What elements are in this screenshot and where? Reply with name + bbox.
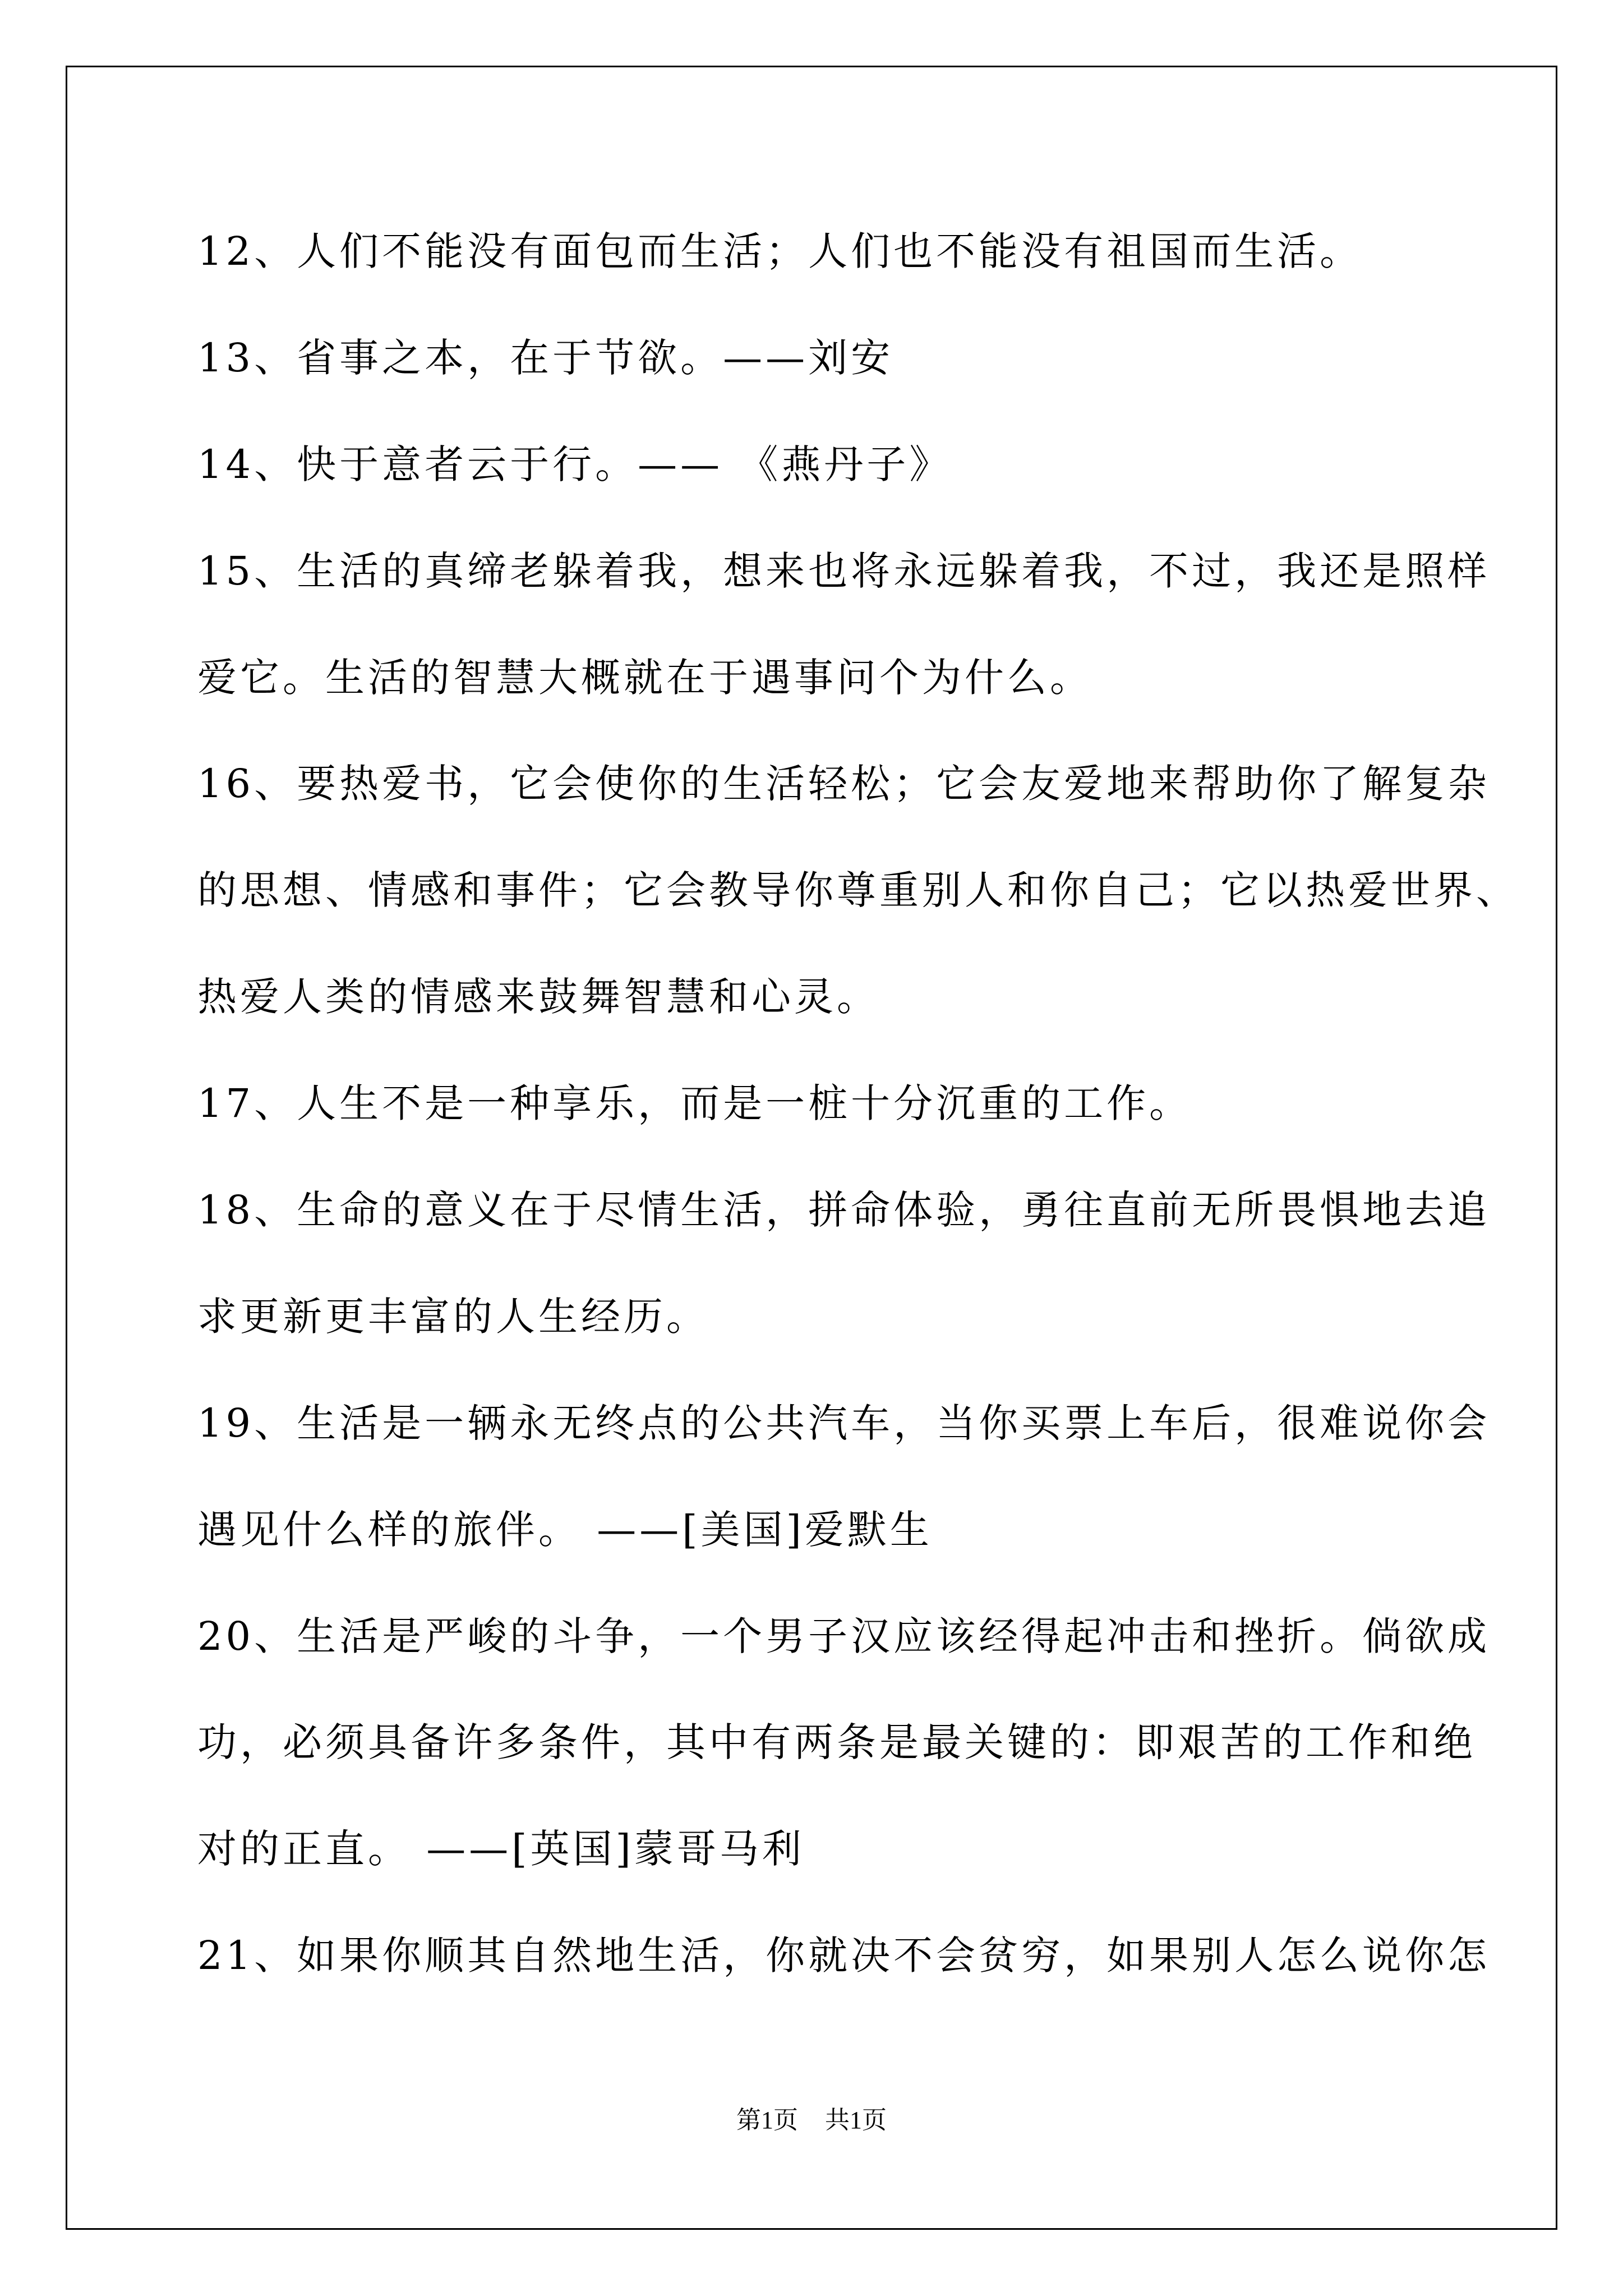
page-footer [0,2108,1623,2133]
page-total: 共1页 [825,2106,887,2134]
text-line: 遇见什么样的旅伴。 ——[美国]爱默生 [197,1507,933,1553]
text-line: 15、生活的真缔老躲着我，想来也将永远躲着我，不过，我还是照样 [197,548,1491,594]
text-line: 17、人生不是一种享乐，而是一桩十分沉重的工作。 [197,1080,1192,1126]
text-line: 12、人们不能没有面包而生活；人们也不能没有祖国而生活。 [197,228,1363,274]
page-number: 第1页 [736,2106,798,2134]
text-line: 对的正直。 ——[英国]蒙哥马利 [197,1826,805,1872]
text-line: 功，必须具备许多条件，其中有两条是最关键的：即艰苦的工作和绝 [197,1719,1476,1765]
text-line: 16、要热爱书，它会使你的生活轻松；它会友爱地来帮助你了解复杂 [197,761,1491,807]
text-line: 热爱人类的情感来鼓舞智慧和心灵。 [197,974,879,1020]
text-line: 19、生活是一辆永无终点的公共汽车，当你买票上车后，很难说你会 [197,1400,1491,1446]
text-line: 20、生活是严峻的斗争，一个男子汉应该经得起冲击和挫折。倘欲成 [197,1613,1491,1659]
text-line: 14、快于意者云于行。—— 《燕丹子》 [197,441,952,487]
text-line: 爱它。生活的智慧大概就在于遇事问个为什么。 [197,655,1092,701]
text-line: 13、省事之本，在于节欲。——刘安 [197,335,894,381]
text-line: 18、生命的意义在于尽情生活，拼命体验，勇往直前无所畏惧地去追 [197,1187,1491,1233]
text-line: 21、如果你顺其自然地生活，你就决不会贫穷，如果别人怎么说你怎 [197,1932,1491,1978]
text-line: 求更新更丰富的人生经历。 [197,1294,709,1340]
text-line: 的思想、情感和事件；它会教导你尊重别人和你自己；它以热爱世界、 [197,867,1519,913]
page-border [66,66,1557,2230]
